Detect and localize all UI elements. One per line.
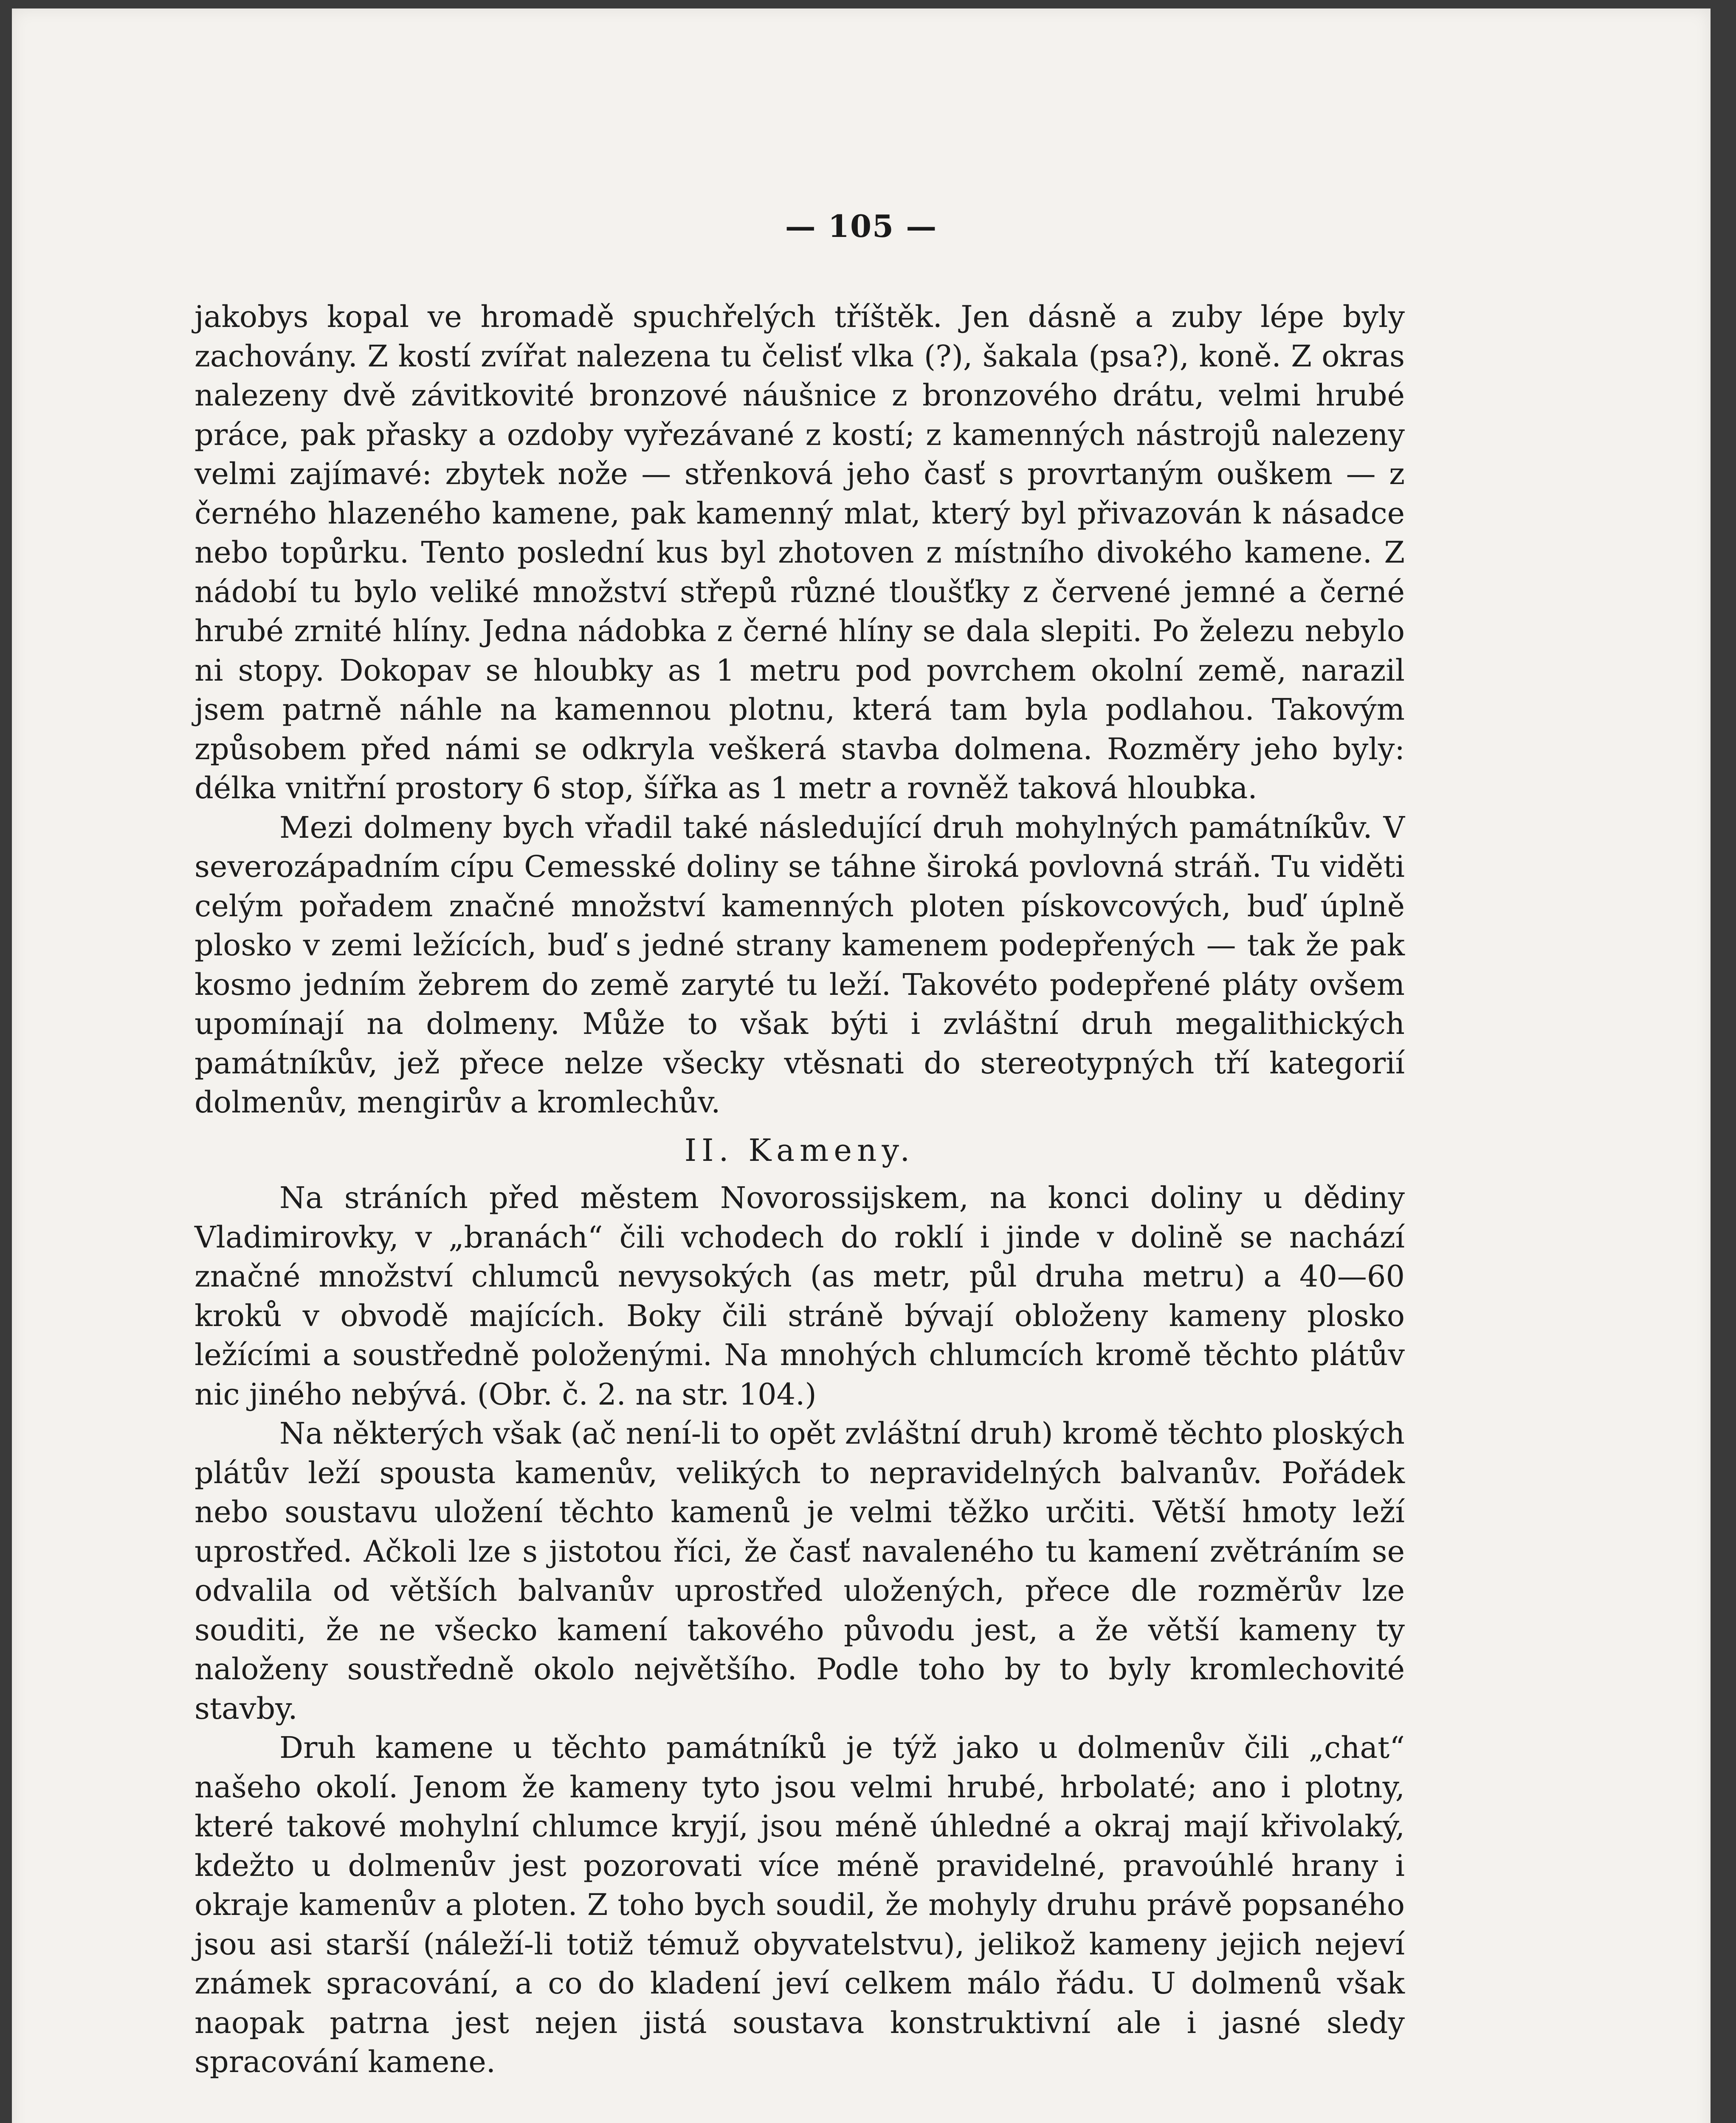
paragraph-2: Mezi dolmeny bych vřadil také následující druh mohylných památníkův. V severozápadním cípu Cemesské doliny se táhne široká povlovná stráň. Tu viděti celým pořadem značné množství kamenných ploten pískovcových, buď úplně plosko v zemi ležících, buď s jedné strany kamenem podepřených — tak že pak kosmo jedním žebrem do země zaryté tu leží. Takovéto podepřené pláty ovšem upomínají na dolmeny. Může to však býti i zvláštní druh megalithických památníkův, jež přece nelze všecky vtěsnati do stereotypných tří kategorií dolmenův, mengirův a kromlechův. — [194, 810, 1405, 1120]
body-text — [194, 297, 1405, 2082]
section-heading: II. Kameny. — [684, 1132, 915, 1168]
paragraph-5: Druh kamene u těchto památníků je týž jako u dolmenův čili „chat“ našeho okolí. Jenom že kameny tyto jsou velmi hrubé, hrbolaté; ano i plotny, které takové mohylní chlumce kryjí, jsou méně úhledné a okraj mají křivolaký, kdežto u dolmenův jest pozorovati více méně pravidelné, pravoúhlé hrany i okraje kamenův a ploten. Z toho bych soudil, že mohyly druhu právě popsaného jsou asi starší (náleží-li totiž témuž obyvatelstvu), jelikož kameny jejich nejeví známek spracování, a co do kladení jeví celkem málo řádu. U dolmenů však naopak patrna jest nejen jistá soustava konstruktivní ale i jasné sledy spracování kamene. — [194, 1730, 1405, 2079]
paragraph-1: jakobys kopal ve hromadě spuchřelých tříštěk. Jen dásně a zuby lépe byly zachovány. Z kostí zvířat nalezena tu čelisť vlka (?), šakala (psa?), koně. Z okras nalezeny dvě závitkovité bronzové náušnice z bronzového drátu, velmi hrubé práce, pak přasky a ozdoby vyřezávané z kostí; z kamenných nástrojů nalezeny velmi zajímavé: zbytek nože — střenková jeho časť s provrtaným ouškem — z černého hlazeného kamene, pak kamenný mlat, který byl přivazován k násadce nebo topůrku. Tento poslední kus byl zhotoven z místního divokého kamene. Z nádobí tu bylo veliké množství střepů různé tloušťky z červené jemné a černé hrubé zrnité hlíny. Jedna nádobka z černé hlíny se dala slepiti. Po železu nebylo ni stopy. Dokopav se hloubky as 1 metru pod povrchem okolní země, narazil jsem patrně náhle na kamennou plotnu, která tam byla podlahou. Takovým způsobem před námi se odkryla veškerá stavba dolmena. Rozměry jeho byly: délka vnitřní prostory 6 stop, šířka as 1 metr a rovněž taková hloubka. — [194, 299, 1405, 805]
paragraph-4: Na některých však (ač není-li to opět zvláštní druh) kromě těchto ploských plátův leží spousta kamenův, velikých to nepravidelných balvanův. Pořádek nebo soustavu uložení těchto kamenů je velmi těžko určiti. Větší hmoty leží uprostřed. Ačkoli lze s jistotou říci, že časť navaleného tu kamení zvětráním se odvalila od větších balvanův uprostřed uložených, přece dle rozměrův lze souditi, že ne všecko kamení takového původu jest, a že větší kameny ty naloženy soustředně okolo největšího. Podle toho by to byly kromlechovité stavby. — [194, 1416, 1405, 1726]
page-number: — 105 — — [785, 208, 938, 244]
book-page — [12, 8, 1711, 2123]
paragraph-3: Na stráních před městem Novorossijskem, na konci doliny u dědiny Vladimirovky, v „branách“ čili vchodech do roklí i jinde v dolině se nachází značné množství chlumců nevysokých (as metr, půl druha metru) a 40—60 kroků v obvodě majících. Boky čili stráně bývají obloženy kameny plosko ležícími a soustředně položenými. Na mnohých chlumcích kromě těchto plátův nic jiného nebývá. (Obr. č. 2. na str. 104.) — [194, 1180, 1405, 1412]
